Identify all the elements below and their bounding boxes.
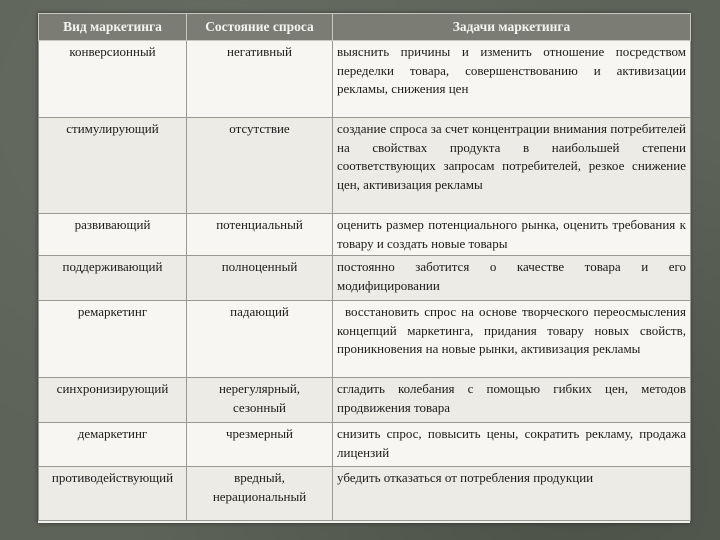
cell-demand-state: вредный, нерациональный (187, 467, 333, 521)
table-row (39, 301, 691, 378)
header-marketing-tasks: Задачи маркетинга (333, 14, 691, 41)
cell-demand-state: чрезмерный (187, 423, 333, 467)
cell-marketing-tasks: снизить спрос, повысить цены, сократить рекламу, продажа лицензий (333, 423, 691, 467)
cell-marketing-tasks: постоянно заботится о качестве товара и его модифицировании (333, 256, 691, 301)
cell-marketing-tasks: убедить отказаться от потребления продукции (333, 467, 691, 521)
cell-marketing-tasks: сгладить колебания с помощью гибких цен, методов продвижения товара (333, 378, 691, 423)
cell-marketing-type: демаркетинг (39, 423, 187, 467)
cell-demand-state: негативный (187, 41, 333, 118)
table-row (39, 214, 691, 256)
table-row (39, 41, 691, 118)
cell-marketing-tasks: создание спроса за счет концентрации внимания потребителей на свойствах продукта в наибольшей степени соответствующих запросам потребителей, резкое снижение цен, активизация рекламы (333, 118, 691, 214)
cell-marketing-type: противодействующий (39, 467, 187, 521)
cell-demand-state: полноценный (187, 256, 333, 301)
cell-marketing-tasks: восстановить спрос на основе творческого переосмысления концепций маркетинга, придания товару новых свойств, проникновения на новые рынки, активизация рекламы (333, 301, 691, 378)
cell-demand-state: потенциальный (187, 214, 333, 256)
cell-marketing-type: стимулирующий (39, 118, 187, 214)
header-demand-state: Состояние спроса (187, 14, 333, 41)
cell-marketing-type: развивающий (39, 214, 187, 256)
marketing-types-table-container (38, 13, 690, 523)
cell-marketing-tasks: выяснить причины и изменить отношение посредством переделки товара, совершенствованию и активизации рекламы, снижения цен (333, 41, 691, 118)
table-row (39, 256, 691, 301)
cell-demand-state: отсутствие (187, 118, 333, 214)
cell-marketing-type: конверсионный (39, 41, 187, 118)
marketing-types-table (38, 13, 691, 521)
cell-marketing-type: ремаркетинг (39, 301, 187, 378)
cell-marketing-tasks: оценить размер потенциального рынка, оценить требования к товару и создать новые товары (333, 214, 691, 256)
table-row (39, 423, 691, 467)
header-marketing-type: Вид маркетинга (39, 14, 187, 41)
cell-demand-state: падающий (187, 301, 333, 378)
cell-marketing-type: поддерживающий (39, 256, 187, 301)
table-header-row (39, 14, 691, 41)
table-row (39, 378, 691, 423)
cell-demand-state: нерегулярный, сезонный (187, 378, 333, 423)
cell-marketing-type: синхронизирующий (39, 378, 187, 423)
table-row (39, 467, 691, 521)
table-row (39, 118, 691, 214)
